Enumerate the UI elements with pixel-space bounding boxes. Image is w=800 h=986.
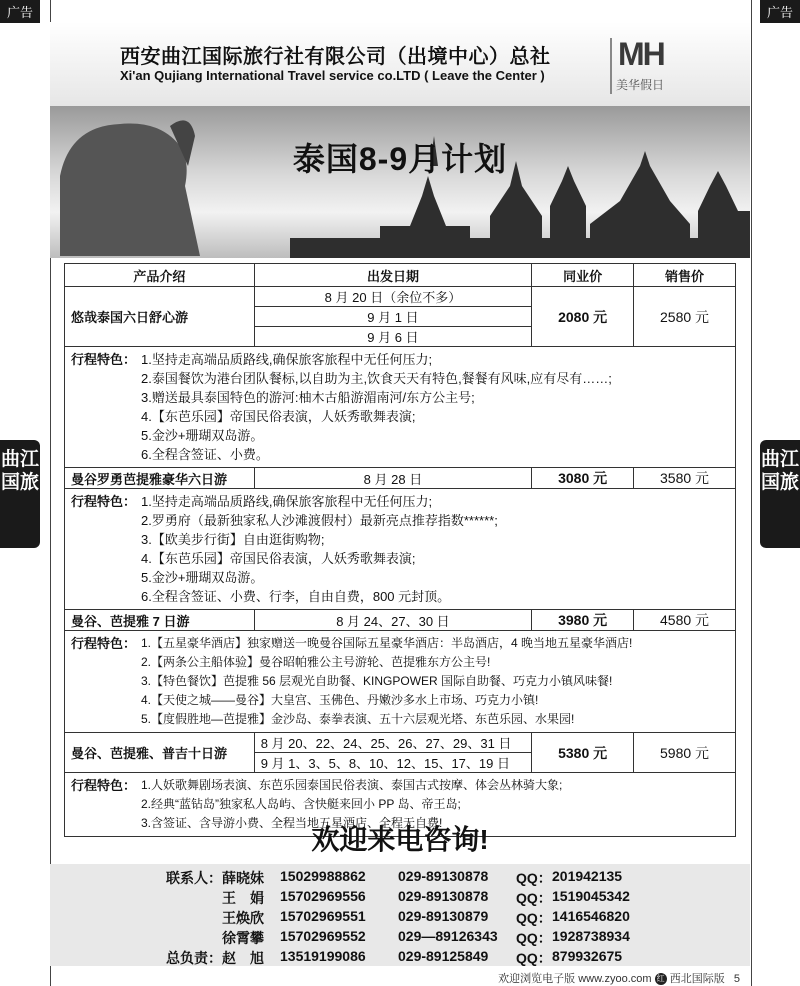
departure-date: 9 月 1 日 xyxy=(254,307,532,327)
contact-qq-label: QQ： xyxy=(516,950,552,966)
contact-phone: 029-89130878 xyxy=(398,888,489,904)
contact-panel xyxy=(50,864,750,966)
contact-qq: 201942135 xyxy=(552,868,623,884)
table-row xyxy=(65,733,736,753)
product-name: 曼谷、芭提雅、普吉十日游 xyxy=(65,733,255,773)
table-row xyxy=(65,468,736,489)
features-row xyxy=(65,631,736,733)
contact-phone: 029-89130879 xyxy=(398,908,489,924)
table-header-row xyxy=(65,264,736,287)
contact-name: 王 娟 xyxy=(222,890,264,906)
sale-price: 4580 元 xyxy=(634,610,736,631)
departure-date: 8 月 20 日（余位不多） xyxy=(254,287,532,307)
contact-mobile: 15702969552 xyxy=(280,928,366,944)
company-name-cn: 西安曲江国际旅行社有限公司（出境中心）总社 xyxy=(120,46,551,68)
contact-name: 赵 旭 xyxy=(222,950,264,966)
header-dates: 出发日期 xyxy=(254,264,532,287)
contact-phone: 029-89130878 xyxy=(398,868,489,884)
feature-item: 3.【特色餐饮】芭提雅 56 层观光自助餐、KINGPOWER 国际自助餐、巧克力小镇风味餐! xyxy=(141,674,613,688)
sale-price: 5980 元 xyxy=(634,733,736,773)
feature-item: 5.【度假胜地—芭提雅】金沙岛、泰拳表演、五十六层观光塔、东芭乐园、水果园! xyxy=(141,712,575,726)
logo-divider xyxy=(610,38,612,94)
features-list xyxy=(141,350,729,464)
product-name: 悠哉泰国六日舒心游 xyxy=(65,287,255,347)
feature-item: 2.罗勇府（最新独家私人沙滩渡假村）最新亮点推荐指数******; xyxy=(141,513,498,528)
welcome-heading: 欢迎来电咨询! xyxy=(311,824,489,855)
ad-label-right: 广告 xyxy=(760,0,800,23)
contact-mobile: 15702969551 xyxy=(280,908,366,924)
feature-item: 4.【天使之城——曼谷】大皇宫、玉佛色、丹嫩沙多水上市场、巧克力小镇! xyxy=(141,693,539,707)
temple-skyline-illustration xyxy=(50,106,750,258)
contact-qq-label: QQ： xyxy=(516,930,552,946)
product-name: 曼谷罗勇芭提雅豪华六日游 xyxy=(65,468,255,489)
trade-price: 3080 元 xyxy=(532,468,634,489)
contact-mobile: 15702969556 xyxy=(280,888,366,904)
trade-price: 3980 元 xyxy=(532,610,634,631)
logo-text: 美华假日 xyxy=(616,78,665,92)
sale-price: 3580 元 xyxy=(634,468,736,489)
contact-qq: 879932675 xyxy=(552,948,623,964)
contact-qq: 1519045342 xyxy=(552,888,630,904)
logo-mark: MH xyxy=(618,36,664,72)
contact-name: 王焕欣 xyxy=(222,910,264,926)
header-sale-price: 销售价 xyxy=(634,264,736,287)
red-seal-icon: 红 xyxy=(656,974,665,984)
sale-price: 2580 元 xyxy=(634,287,736,347)
side-tab-left: 曲江国旅 xyxy=(0,440,40,548)
feature-item: 3.赠送最具泰国特色的游河:柚木古船游湄南河/东方公主号; xyxy=(141,390,475,405)
features-row xyxy=(65,347,736,468)
features-label: 行程特色： xyxy=(71,494,137,509)
footer-section: 西北国际版 xyxy=(669,973,725,985)
feature-item: 3.【欧美步行街】自由逛街购物; xyxy=(141,532,325,547)
header-product: 产品介绍 xyxy=(65,264,255,287)
contact-qq-label: QQ： xyxy=(516,910,552,926)
departure-date: 9 月 6 日 xyxy=(254,327,532,347)
table-row xyxy=(65,610,736,631)
company-name-en: Xi'an Qujiang International Travel service co.LTD ( Leave the Center ) xyxy=(120,68,545,83)
features-label: 行程特色： xyxy=(71,352,137,367)
company-header xyxy=(50,22,750,107)
feature-item: 1.坚持走高端品质路线,确保旅客旅程中无任何压力; xyxy=(141,352,433,367)
product-name: 曼谷、芭提雅 7 日游 xyxy=(65,610,255,631)
feature-item: 4.【东芭乐园】帝国民俗表演，人妖秀歌舞表演; xyxy=(141,551,416,566)
departure-date: 8 月 20、22、24、25、26、27、29、31 日 xyxy=(254,733,532,753)
feature-item: 2.经典“蓝钻岛”独家私人岛屿、含快艇来回小 PP 岛、帝王岛; xyxy=(141,797,461,811)
features-list xyxy=(141,634,729,729)
feature-item: 6.全程含签证、小费、行李，自由自费，800 元封顶。 xyxy=(141,589,451,604)
feature-item: 2.【两条公主船体验】曼谷昭帕雅公主号游轮、芭提雅东方公主号! xyxy=(141,655,491,669)
trade-price: 5380 元 xyxy=(532,733,634,773)
feature-item: 4.【东芭乐园】帝国民俗表演，人妖秀歌舞表演; xyxy=(141,409,416,424)
brand-logo xyxy=(610,28,710,100)
contact-mobile: 13519199086 xyxy=(280,948,366,964)
contact-phone: 029-89125849 xyxy=(398,948,489,964)
feature-item: 5.金沙+珊瑚双岛游。 xyxy=(141,570,264,585)
contact-qq: 1928738934 xyxy=(552,928,630,944)
contact-phone: 029—89126343 xyxy=(398,928,498,944)
feature-item: 5.金沙+珊瑚双岛游。 xyxy=(141,428,264,443)
contact-mobile: 15029988862 xyxy=(280,868,366,884)
feature-item: 1.【五星豪华酒店】独家赠送一晚曼谷国际五星豪华酒店：半岛酒店，4 晚当地五星豪华酒店! xyxy=(141,636,633,650)
features-cell xyxy=(65,489,736,610)
contact-qq: 1416546820 xyxy=(552,908,630,924)
contact-role: 联系人： xyxy=(166,870,222,886)
side-tab-right: 曲江国旅 xyxy=(760,440,800,548)
departure-date: 8 月 28 日 xyxy=(254,468,532,489)
contact-role: 总负责： xyxy=(166,950,222,966)
table-row xyxy=(65,287,736,307)
footer-text: 欢迎浏览电子版 www.zyoo.com xyxy=(498,973,652,985)
features-list xyxy=(141,492,729,606)
contact-name: 徐霄攀 xyxy=(222,930,264,946)
product-table xyxy=(64,263,736,837)
thailand-banner xyxy=(50,106,750,258)
features-row xyxy=(65,489,736,610)
feature-item: 1.人妖歌舞剧场表演、东芭乐园泰国民俗表演、泰国古式按摩、体会丛林骑大象; xyxy=(141,778,563,792)
features-label: 行程特色： xyxy=(71,778,137,793)
features-cell xyxy=(65,347,736,468)
page-number: 5 xyxy=(733,973,740,985)
banner-title: 泰国8-9月计划 xyxy=(292,141,508,177)
feature-item: 2.泰国餐饮为港台团队餐标,以自助为主,饮食天天有特色,餐餐有风味,应有尽有……; xyxy=(141,371,612,386)
ad-label-left: 广告 xyxy=(0,0,40,23)
departure-date: 9 月 1、3、5、8、10、12、15、17、19 日 xyxy=(254,753,532,773)
features-label: 行程特色： xyxy=(71,636,137,651)
trade-price: 2080 元 xyxy=(532,287,634,347)
page-footer xyxy=(498,970,740,986)
feature-item: 3.含签证、含导游小费、全程当地五星酒店、全程无自费! xyxy=(141,816,443,830)
contact-name: 薛晓妹 xyxy=(222,870,264,886)
feature-item: 1.坚持走高端品质路线,确保旅客旅程中无任何压力; xyxy=(141,494,433,509)
contact-qq-label: QQ： xyxy=(516,870,552,886)
features-cell xyxy=(65,631,736,733)
contact-qq-label: QQ： xyxy=(516,890,552,906)
header-trade-price: 同业价 xyxy=(532,264,634,287)
feature-item: 6.全程含签证、小费。 xyxy=(141,447,269,462)
departure-date: 8 月 24、27、30 日 xyxy=(254,610,532,631)
